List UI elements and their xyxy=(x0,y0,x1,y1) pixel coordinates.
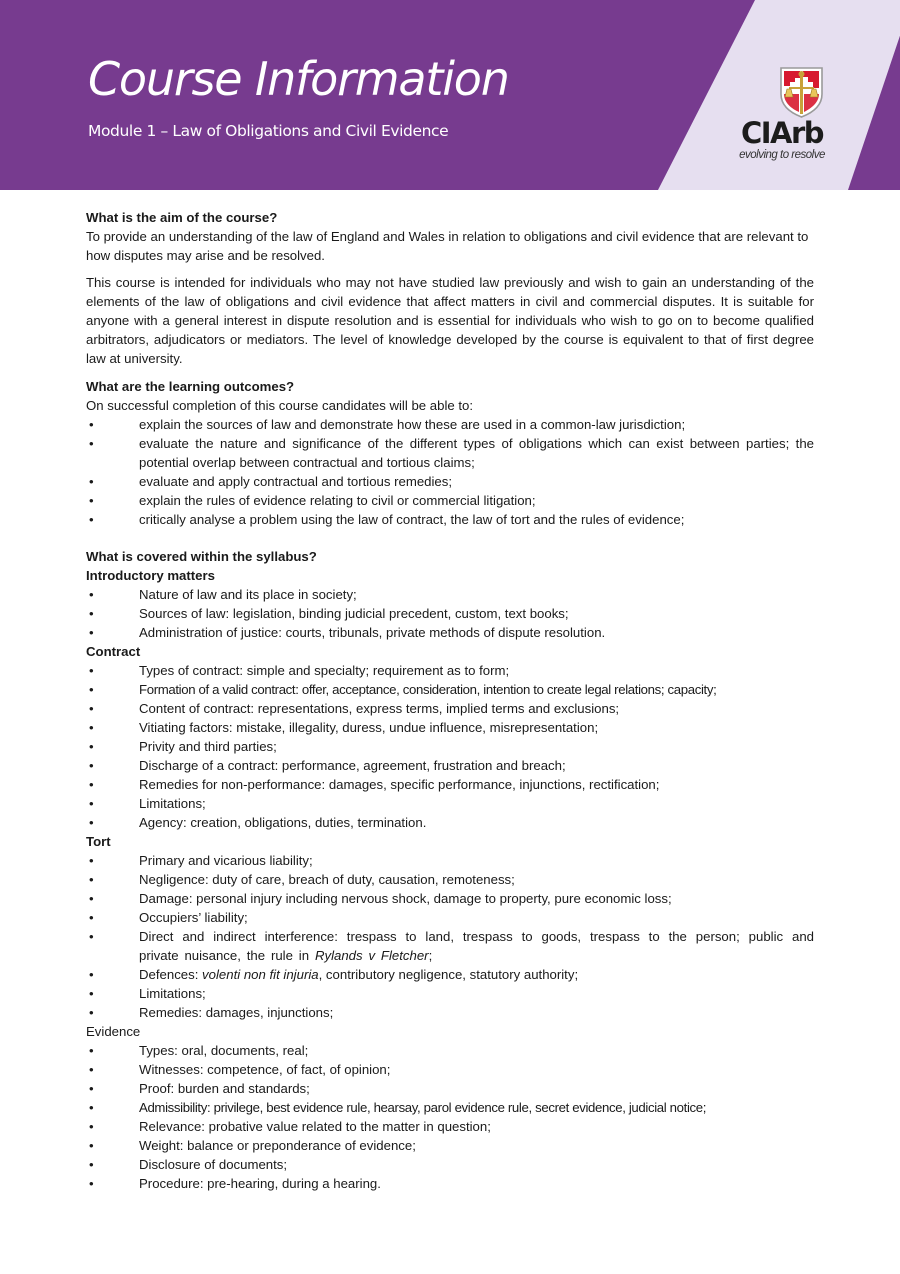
evidence-list xyxy=(86,1041,814,1193)
list-item xyxy=(86,813,814,832)
bullet-icon: • xyxy=(89,929,94,944)
list-item-text: Administration of justice: courts, tribunals, private methods of dispute resolution. xyxy=(139,625,606,640)
bullet-icon: • xyxy=(89,739,94,754)
list-item xyxy=(86,927,814,965)
list-item xyxy=(86,491,814,510)
list-item-text: Relevance: probative value related to the matter in question; xyxy=(139,1119,491,1134)
list-item xyxy=(86,510,814,529)
list-item xyxy=(86,775,814,794)
list-item-text: Negligence: duty of care, breach of duty, causation, remoteness; xyxy=(139,872,515,887)
bullet-icon: • xyxy=(89,758,94,773)
list-item-text: Types of contract: simple and specialty; requirement as to form; xyxy=(139,663,510,678)
bullet-icon: • xyxy=(89,1176,94,1191)
list-item xyxy=(86,908,814,927)
list-item xyxy=(86,737,814,756)
list-item-text: Weight: balance or preponderance of evidence; xyxy=(139,1138,416,1153)
bullet-icon: • xyxy=(89,777,94,792)
list-item-text: Discharge of a contract: performance, agreement, frustration and breach; xyxy=(139,758,566,773)
bullet-icon: • xyxy=(89,436,94,451)
introductory-list xyxy=(86,585,814,642)
bullet-icon: • xyxy=(89,1043,94,1058)
list-item-text: explain the rules of evidence relating to civil or commercial litigation; xyxy=(139,493,536,508)
list-item-text: Content of contract: representations, express terms, implied terms and exclusions; xyxy=(139,701,620,716)
list-item-text: Vitiating factors: mistake, illegality, duress, undue influence, misrepresentation; xyxy=(139,720,599,735)
list-item-text: Primary and vicarious liability; xyxy=(139,853,313,868)
document-body xyxy=(86,208,814,1193)
list-item xyxy=(86,965,814,984)
outcomes-list xyxy=(86,415,814,529)
bullet-icon: • xyxy=(89,1005,94,1020)
bullet-icon: • xyxy=(89,796,94,811)
aim-heading: What is the aim of the course? xyxy=(86,210,278,225)
tort-list xyxy=(86,851,814,1022)
list-item-text: Remedies for non-performance: damages, specific performance, injunctions, rectification; xyxy=(139,777,660,792)
contract-heading: Contract xyxy=(86,644,141,659)
list-item xyxy=(86,794,814,813)
list-item-text: Limitations; xyxy=(139,796,206,811)
list-item xyxy=(86,1155,814,1174)
list-item-text: Remedies: damages, injunctions; xyxy=(139,1005,334,1020)
logo-tagline: evolving to resolve xyxy=(739,149,825,161)
list-item xyxy=(86,870,814,889)
list-item-text: Privity and third parties; xyxy=(139,739,277,754)
list-item xyxy=(86,1098,814,1117)
bullet-icon: • xyxy=(89,853,94,868)
list-item xyxy=(86,699,814,718)
list-item-text: evaluate and apply contractual and tortious remedies; xyxy=(139,474,453,489)
bullet-icon: • xyxy=(89,891,94,906)
bullet-icon: • xyxy=(89,606,94,621)
list-item xyxy=(86,756,814,775)
list-item-text: Sources of law: legislation, binding judicial precedent, custom, text books; xyxy=(139,606,569,621)
syllabus-section xyxy=(86,547,814,1193)
list-item-text: evaluate the nature and significance of the different types of obligations which can exist between parties; the potential overlap between contractual and tortious claims; xyxy=(139,436,814,470)
page-title: Course Information xyxy=(88,52,509,106)
list-item-text: Agency: creation, obligations, duties, termination. xyxy=(139,815,427,830)
bullet-icon: • xyxy=(89,1081,94,1096)
bullet-icon: • xyxy=(89,663,94,678)
list-item-text: Formation of a valid contract: offer, acceptance, consideration, intention to create legal relations; capacity; xyxy=(139,682,717,697)
list-item xyxy=(86,585,814,604)
bullet-icon: • xyxy=(89,872,94,887)
list-item-text: Nature of law and its place in society; xyxy=(139,587,357,602)
aim-paragraph-2: This course is intended for individuals who may not have studied law previously and wish to gain an understanding of the elements of the law of obligations and civil evidence that affect matters in civil and commercial disputes. It is suitable for anyone with a general interest in dispute resolution and is essential for individuals who wish to go on to become qualified arbitrators, adjudicators or mediators. The level of knowledge developed by the course is equivalent to that of first degree law at university. xyxy=(86,275,814,366)
list-item-text: Types: oral, documents, real; xyxy=(139,1043,309,1058)
logo-wordmark: CIArb xyxy=(740,116,824,150)
list-item-text: Admissibility: privilege, best evidence rule, hearsay, parol evidence rule, secret evidence, judicial notice; xyxy=(139,1100,707,1115)
bullet-icon: • xyxy=(89,512,94,527)
bullet-icon: • xyxy=(89,682,94,697)
bullet-icon: • xyxy=(89,1157,94,1172)
latin-phrase: volenti non fit injuria xyxy=(202,967,319,982)
list-item xyxy=(86,1136,814,1155)
bullet-icon: • xyxy=(89,701,94,716)
list-item-text: Proof: burden and standards; xyxy=(139,1081,310,1096)
list-item xyxy=(86,1174,814,1193)
list-item xyxy=(86,1003,814,1022)
bullet-icon: • xyxy=(89,625,94,640)
introductory-heading: Introductory matters xyxy=(86,568,215,583)
list-item-text: explain the sources of law and demonstrate how these are used in a common-law jurisdiction; xyxy=(139,417,686,432)
bullet-icon: • xyxy=(89,587,94,602)
bullet-icon: • xyxy=(89,1100,94,1115)
evidence-heading: Evidence xyxy=(86,1024,141,1039)
list-item-text: Procedure: pre-hearing, during a hearing. xyxy=(139,1176,381,1191)
list-item-text: Witnesses: competence, of fact, of opinion; xyxy=(139,1062,391,1077)
bullet-icon: • xyxy=(89,1138,94,1153)
list-item xyxy=(86,718,814,737)
list-item-text: Damage: personal injury including nervous shock, damage to property, pure economic loss; xyxy=(139,891,672,906)
list-item xyxy=(86,1060,814,1079)
bullet-icon: • xyxy=(89,910,94,925)
list-item xyxy=(86,661,814,680)
crest-icon xyxy=(779,66,824,118)
page-subtitle: Module 1 – Law of Obligations and Civil Evidence xyxy=(88,122,449,140)
list-item xyxy=(86,434,814,472)
outcomes-intro: On successful completion of this course candidates will be able to: xyxy=(86,398,474,413)
list-item xyxy=(86,680,814,699)
aim-paragraph-1: To provide an understanding of the law of England and Wales in relation to obligations and civil evidence that are relevant to how disputes may arise and be resolved. xyxy=(86,229,809,263)
list-item xyxy=(86,604,814,623)
bullet-icon: • xyxy=(89,474,94,489)
aim-section xyxy=(86,208,814,368)
list-item xyxy=(86,1117,814,1136)
list-item-text: critically analyse a problem using the law of contract, the law of tort and the rules of evidence; xyxy=(139,512,685,527)
list-item xyxy=(86,472,814,491)
list-item-text: Defences: xyxy=(139,967,203,982)
list-item-text: Direct and indirect interference: trespass to land, trespass to goods, trespass to the person; public and private nuisance, the rule in xyxy=(139,929,814,963)
bullet-icon: • xyxy=(89,967,94,982)
bullet-icon: • xyxy=(89,493,94,508)
bullet-icon: • xyxy=(89,720,94,735)
case-name: Rylands v Fletcher xyxy=(314,948,429,963)
list-item xyxy=(86,984,814,1003)
list-item-text: ; xyxy=(428,948,433,963)
list-item-text: Occupiers’ liability; xyxy=(139,910,248,925)
bullet-icon: • xyxy=(89,815,94,830)
list-item xyxy=(86,623,814,642)
list-item-text: , contributory negligence, statutory authority; xyxy=(318,967,579,982)
bullet-icon: • xyxy=(89,986,94,1001)
list-item xyxy=(86,889,814,908)
tort-heading: Tort xyxy=(86,834,111,849)
outcomes-section xyxy=(86,377,814,529)
contract-list xyxy=(86,661,814,832)
list-item xyxy=(86,1079,814,1098)
syllabus-heading: What is covered within the syllabus? xyxy=(86,549,317,564)
list-item-text: Limitations; xyxy=(139,986,206,1001)
list-item xyxy=(86,415,814,434)
page-header xyxy=(0,0,900,190)
bullet-icon: • xyxy=(89,1062,94,1077)
list-item xyxy=(86,1041,814,1060)
bullet-icon: • xyxy=(89,417,94,432)
list-item xyxy=(86,851,814,870)
outcomes-heading: What are the learning outcomes? xyxy=(86,379,295,394)
list-item-text: Disclosure of documents; xyxy=(139,1157,288,1172)
bullet-icon: • xyxy=(89,1119,94,1134)
